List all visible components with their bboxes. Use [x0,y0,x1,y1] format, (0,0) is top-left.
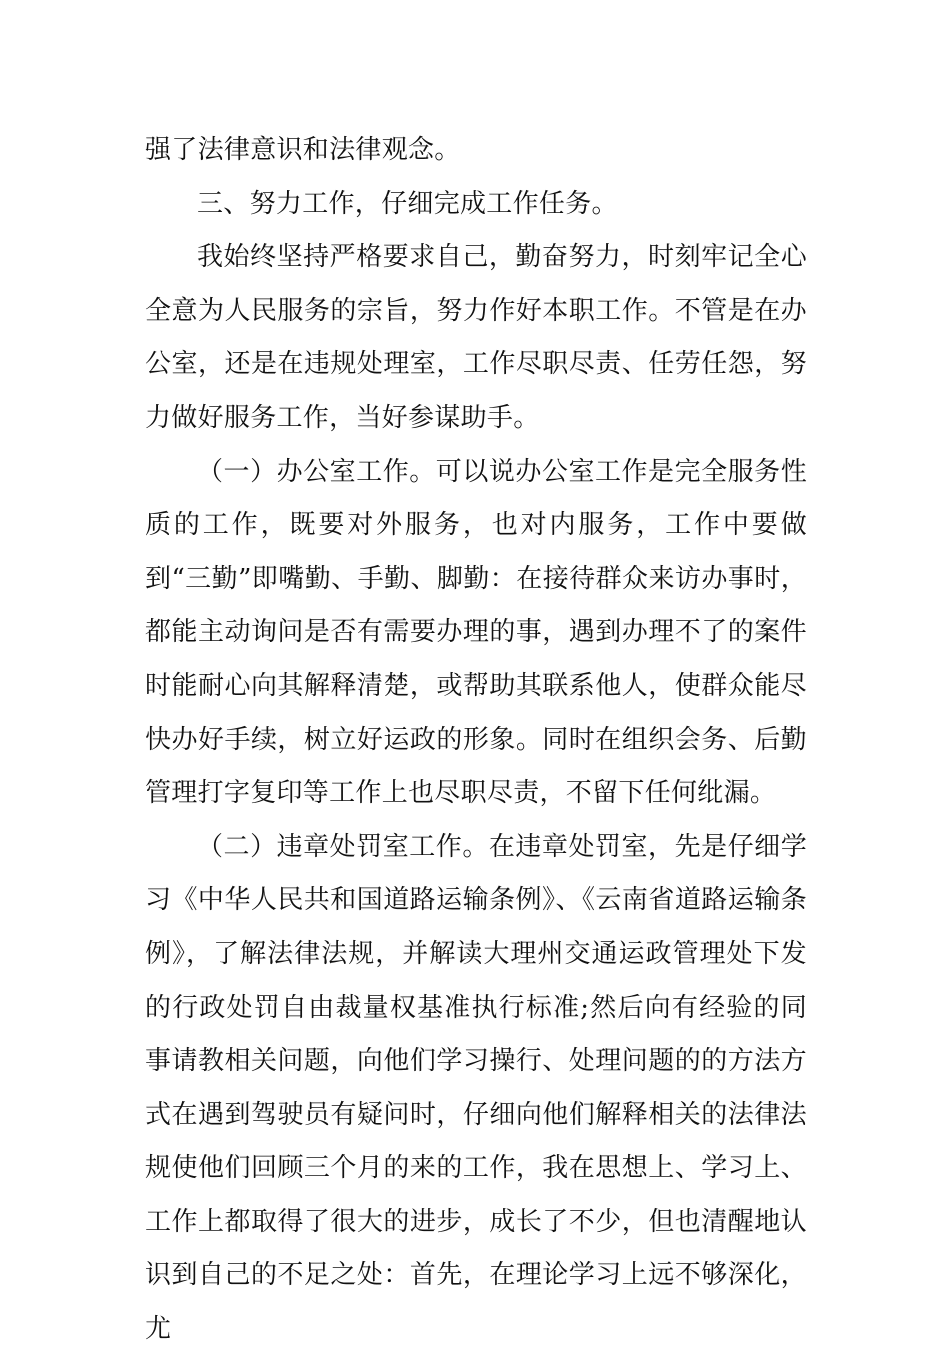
paragraph-penalty-office-work: （二）违章处罚室工作。在违章处罚室，先是仔细学习《中华人民共和国道路运输条例》、《云南省道路运输条例》，了解法律法规，并解读大理州交通运政管理处下发的行政处罚自由裁量权基准执行标准;然后向有经验的同事请教相关问题，向他们学习操行、处理问题的的方法方式在遇到驾驶员有疑问时，仔细向他们解释相关的法律法规使他们回顾三个月的来的工作，我在思想上、学习上、工作上都取得了很大的进步，成长了不少，但也清醒地认识到自己的不足之处：首先，在理论学习上远不够深化，尤 [145,831,807,1345]
section-heading: 三、努力工作，仔细完成工作任务。 [197,188,618,219]
paragraph: 我始终坚持严格要求自己，勤奋努力，时刻牢记全心全意为人民服务的宗旨，努力作好本职工作。不管是在办公室，还是在违规处理室，工作尽职尽责、任劳任怨，努力做好服务工作，当好参谋助手。 [145,242,807,433]
paragraph-office-work: （一）办公室工作。可以说办公室工作是完全服务性质的工作，既要对外服务，也对内服务，工作中要做到“三勤”即嘴勤、手勤、脚勤：在接待群众来访办事时，都能主动询问是否有需要办理的事，遇到办理不了的案件时能耐心向其解释清楚，或帮助其联系他人，使群众能尽快办好手续，树立好运政的形象。同时在组织会务、后勤管理打字复印等工作上也尽职尽责，不留下任何纰漏。 [145,456,807,809]
paragraph-continuation: 强了法律意识和法律观念。 [145,135,461,165]
document-body [145,124,807,1357]
